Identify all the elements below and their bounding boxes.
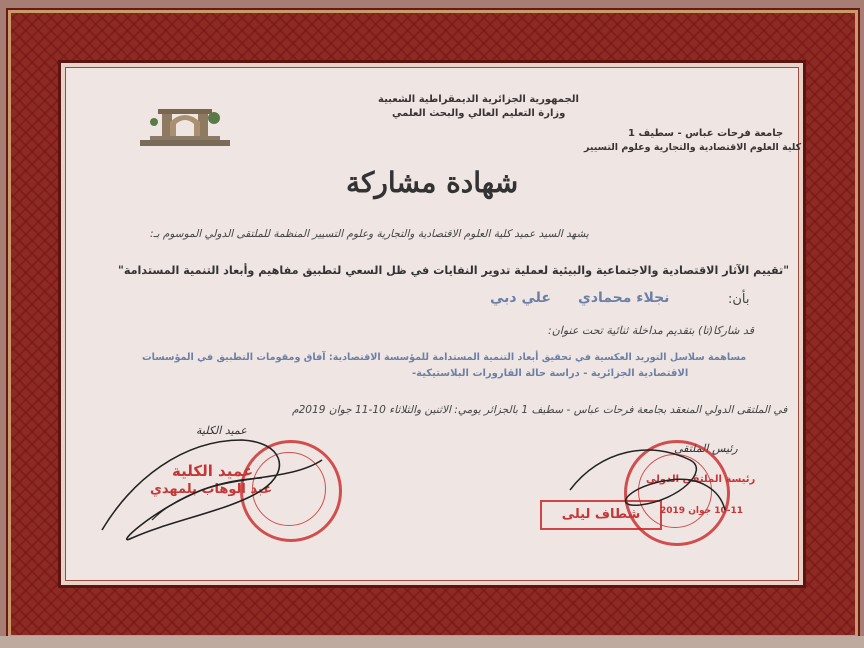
table-surface [0, 636, 864, 648]
faculty-name: كلية العلوم الاقتصادية والتجارية وعلوم التسيير [584, 142, 802, 153]
participant-2: علي دبي [490, 290, 551, 306]
chair-stamp-text: رئيسة الملتقى الدولي [646, 474, 756, 485]
republic-header: الجمهورية الجزائرية الديمقراطية الشعبية [378, 94, 579, 105]
by-label: بأن: [728, 292, 750, 307]
chair-stamp-date: 10-11 جوان 2019 [660, 506, 744, 516]
dean-label: عميد الكلية [196, 424, 247, 437]
paper-title-line-1: مساهمة سلاسل التوريد العكسية في تحقيق أبعاد التنمية المستدامة للمؤسسة الاقتصادية: آفاق ومقومات التطبيق في المؤسسات [142, 352, 747, 363]
dean-signature [92, 420, 332, 550]
ministry-header: وزارة التعليم العالي والبحث العلمي [392, 108, 566, 119]
participated-line: قد شاركا(تا) بتقديم مداخلة ثنائية تحت عنوان: [548, 324, 755, 337]
chair-name-stamp: شطاف ليلى [540, 500, 662, 530]
dean-stamp-text: عميد الكلية [172, 462, 254, 480]
chair-label: رئيس الملتقى [674, 442, 738, 455]
intro-line: يشهد السيد عميد كلية العلوم الاقتصادية والتجارية وعلوم التسيير المنظمة للملتقى الدولي الموسوم بـ: [150, 228, 589, 240]
university-logo [140, 106, 230, 148]
event-line: في الملتقى الدولي المنعقد بجامعة فرحات عباس - سطيف 1 بالجزائر يومي: الاثنين والثلاثاء 10-11 جوان 2019م [292, 404, 788, 416]
chair-signature [560, 430, 730, 530]
university-name: جامعة فرحات عباس - سطيف 1 [628, 128, 784, 139]
certificate-title: شهادة مشاركة [346, 166, 519, 199]
dean-name-stamp: عبد الوهاب بلمهدي [150, 482, 273, 497]
paper-title-line-2: الاقتصادية الجزائرية - دراسة حالة القارورات البلاستيكية- [412, 368, 689, 379]
conference-title: "تقييم الآثار الاقتصادية والاجتماعية والبيئية لعملية تدوير النفايات في ظل السعي لتطبيق مفاهيم وأبعاد التنمية المستدامة" [118, 264, 790, 277]
participant-1: نجلاء محمادي [578, 290, 670, 306]
